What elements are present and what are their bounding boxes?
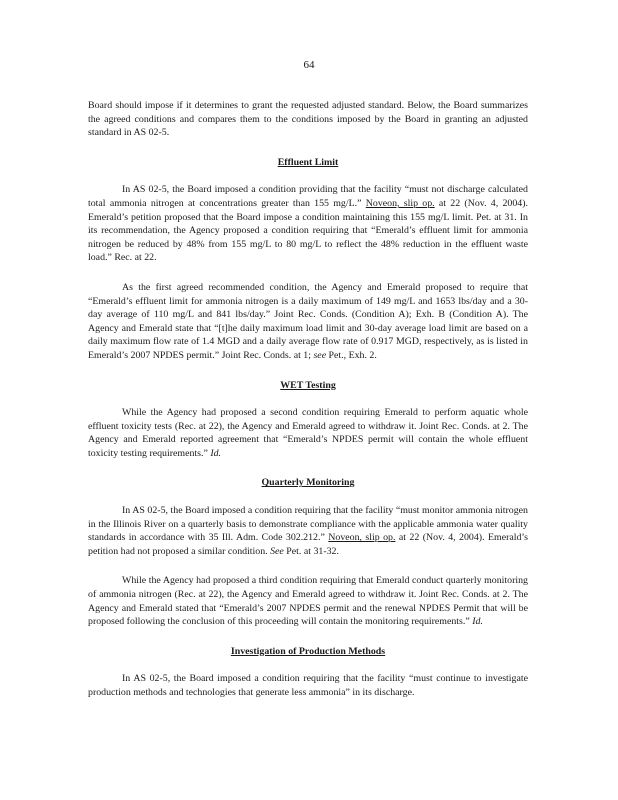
paragraph-monitoring-as02-5: In AS 02-5, the Board imposed a condition requiring that the facility “must monitor ammonia nitrogen in the Illinois River on a quarterly basis to demonstrate compliance with the applicable ammonia water quality standards in accordance with 35 Ill. Adm. Code 302.212.” Noveon, slip op. at 22 (Nov. 4, 2004). Emerald’s petition had not proposed a similar condition. See Pet. at 31-32. [88, 505, 529, 557]
paragraph-investigation: In AS 02-5, the Board imposed a condition requiring that the facility “must continue to investigate production methods and technologies that generate less ammonia” in its discharge. [88, 673, 528, 698]
case-citation: Noveon, slip op. [365, 197, 435, 209]
signal-id: Id. [472, 616, 483, 628]
paragraph-effluent-agreed: As the first agreed recommended condition, the Agency and Emerald proposed to require that “Emerald’s effluent limit for ammonia nitrogen is a daily maximum of 149 mg/L and 1653 lbs/day and a 30-day average of 110 mg/L and 841 lbs/day.” Joint Rec. Conds. (Condition A); Exh. B (Condition A). The Agency and Emerald state that “[t]he daily maximum load limit and 30-day average load limit are based on a daily maximum flow rate of 1.4 MGD and a daily average flow rate of 0.917 MGD, respectively, as is listed in Emerald’s 2007 NPDES permit.” Joint Rec. Conds. at 1; see Pet., Exh. 2. [88, 281, 528, 361]
heading-wet-testing: WET Testing [280, 379, 336, 391]
body-text [88, 99, 528, 716]
heading-investigation-production-methods: Investigation of Production Methods [230, 645, 386, 657]
paragraph-effluent-as02-5: In AS 02-5, the Board imposed a condition providing that the facility “must not discharge calculated total ammonia nitrogen at concentrations greater than 155 mg/L.” Noveon, slip op. at 22 (Nov. 4, 2004). Emerald’s petition proposed that the Board impose a condition maintaining this 155 mg/L limit. Pet. at 31. In its recommendation, the Agency proposed a condition requiring that “Emerald’s effluent limit for ammonia nitrogen be reduced by 48% from 155 mg/L to 80 mg/L to reflect the 48% reduction in the effluent waste load.” Rec. at 22. [88, 184, 528, 264]
paragraph-monitoring-agreed: While the Agency had proposed a third condition requiring that Emerald conduct quarterly monitoring of ammonia nitrogen (Rec. at 22), the Agency and Emerald agreed to withdraw it. Joint Rec. Conds. at 2. The Agency and Emerald stated that “Emerald’s 2007 NPDES permit and the renewal NPDES Permit that will be proposed following the conclusion of this proceeding will contain the monitoring requirements.” Id. [88, 575, 528, 628]
heading-quarterly-monitoring: Quarterly Monitoring [261, 477, 355, 489]
paragraph-wet-testing: While the Agency had proposed a second condition requiring Emerald to perform aquatic whole effluent toxicity tests (Rec. at 22), the Agency and Emerald agreed to withdraw it. Joint Rec. Conds. at 2. The Agency and Emerald reported agreement that “Emerald’s NPDES permit will contain the whole effluent toxicity testing requirements.” Id. [88, 407, 528, 459]
case-citation: Noveon, slip op. [328, 532, 396, 544]
signal-see: see [313, 349, 327, 361]
signal-see: See [270, 545, 284, 557]
page-number: 64 [303, 59, 315, 71]
heading-effluent-limit: Effluent Limit [277, 156, 339, 168]
paragraph-intro: Board should impose if it determines to grant the requested adjusted standard. Below, the Board summarizes the agreed conditions and compares them to the conditions imposed by the Board in granting an adjusted standard in AS 02-5. [88, 100, 528, 139]
signal-id: Id. [210, 447, 222, 459]
